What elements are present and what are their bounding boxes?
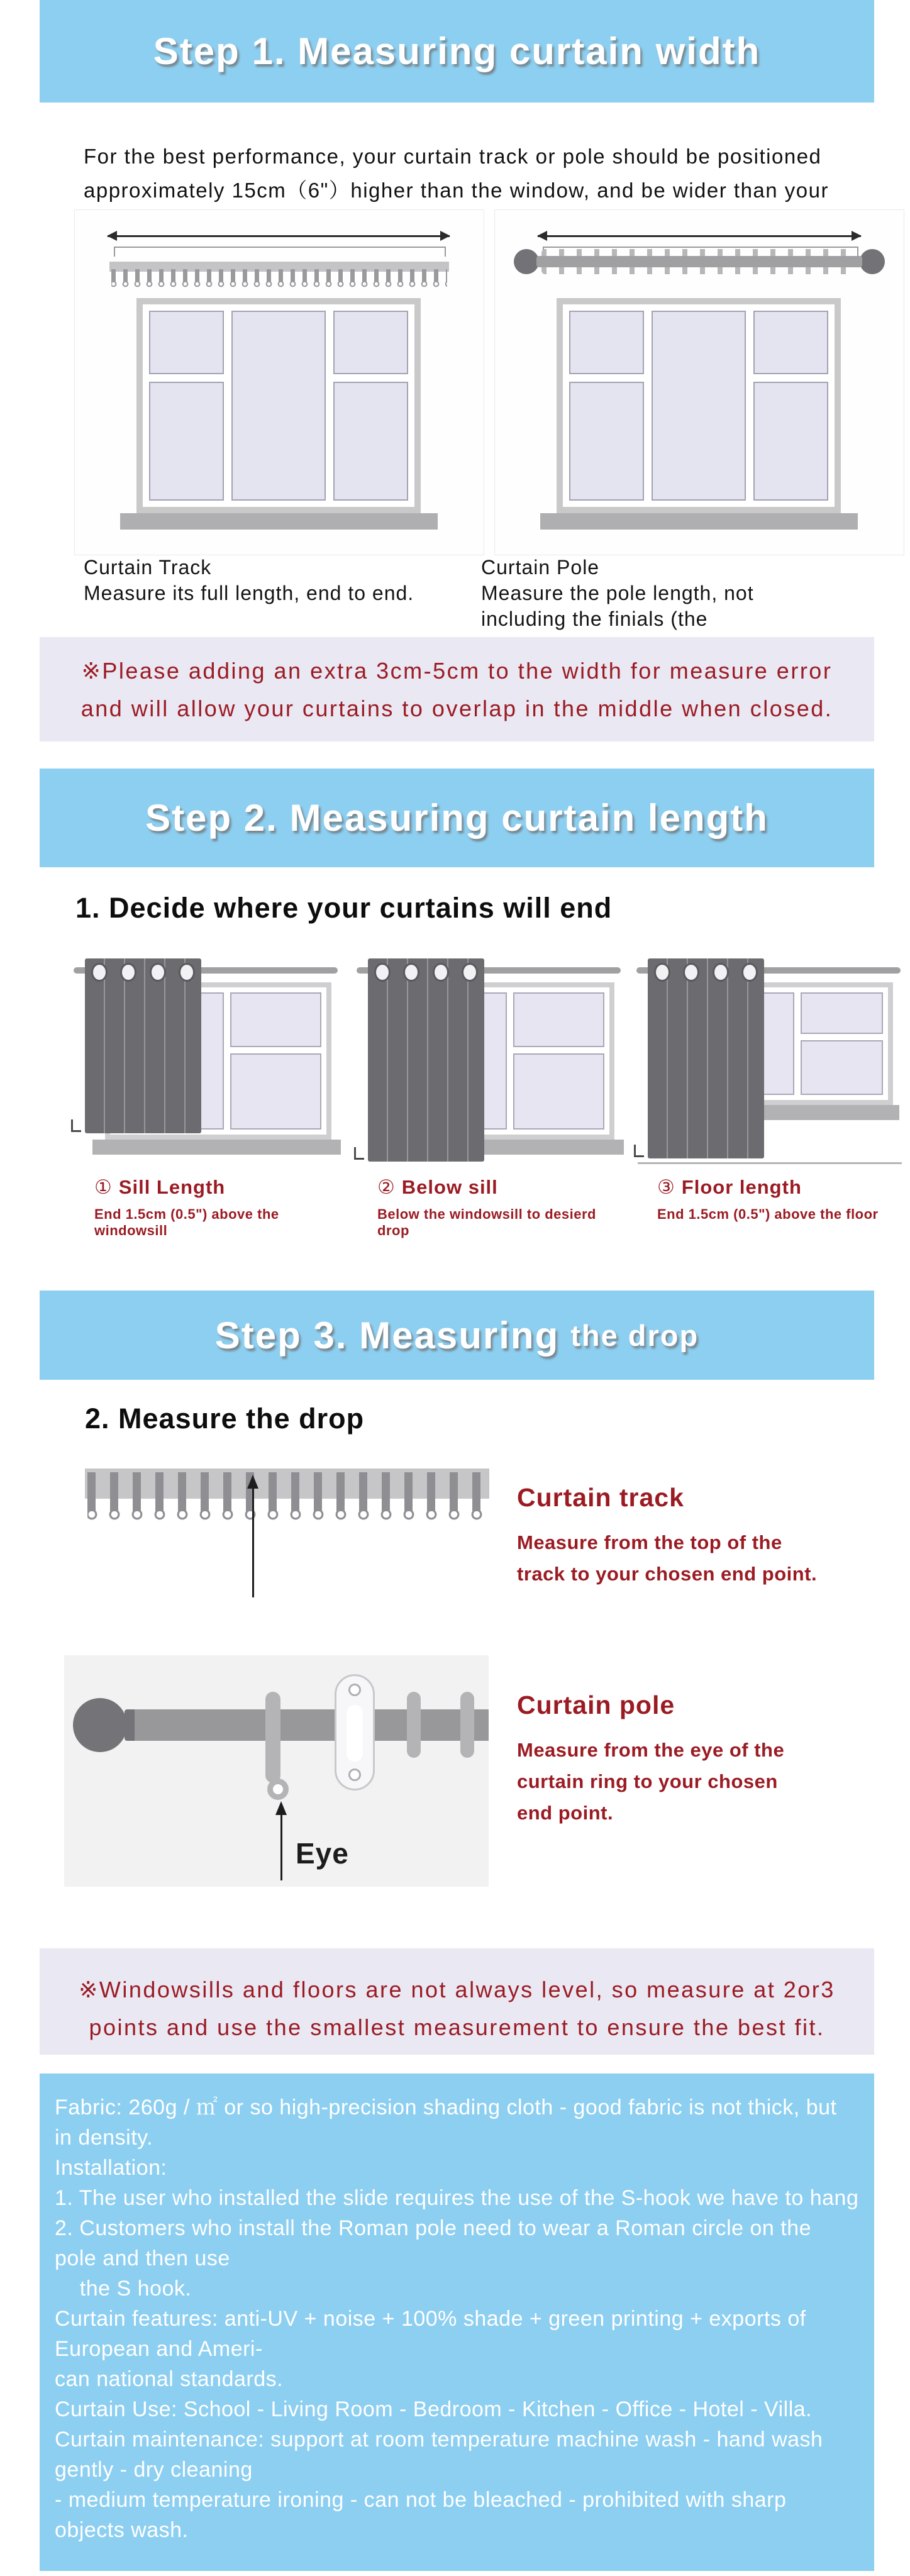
grommet-icon <box>654 963 670 982</box>
window-pane <box>569 382 644 501</box>
window-right-column <box>513 992 604 1130</box>
width-arrow-icon <box>538 235 861 237</box>
end-point-mark <box>354 1147 364 1160</box>
pole-finial-right <box>860 249 885 274</box>
end-point-mark <box>634 1145 644 1157</box>
track-hook-loops <box>87 1509 487 1523</box>
window-pane <box>801 992 883 1034</box>
option-number: ③ <box>657 1176 675 1199</box>
window-pane <box>513 992 604 1047</box>
window-pane <box>333 311 408 374</box>
window-pane <box>231 311 325 501</box>
track-drop-body: Measure from the top of the track to your chosen end point. <box>517 1531 818 1585</box>
step3-heading: 2. Measure the drop <box>85 1402 365 1435</box>
footer-line: Curtain Use: School - Living Room - Bedroom - Kitchen - Office - Hotel - Villa. <box>55 2397 813 2421</box>
eye-label: Eye <box>296 1837 349 1870</box>
bracket-screw-hole <box>348 1684 361 1696</box>
curtain-ring <box>460 1692 474 1758</box>
curtain-pole-illustration <box>494 209 904 555</box>
grommet-icon <box>150 963 166 982</box>
step2-banner <box>40 769 874 867</box>
window-left-column <box>149 311 224 501</box>
window-pane <box>753 382 828 501</box>
window-pane <box>753 311 828 374</box>
footer-line: can national standards. <box>55 2367 284 2391</box>
step2-heading: 1. Decide where your curtains will end <box>75 892 613 924</box>
track-hooks <box>87 1472 487 1511</box>
window-right-column <box>230 992 321 1130</box>
curtain-ring-with-eye <box>265 1692 280 1783</box>
intro-line-1: For the best performance, your curtain track or pole should be positioned <box>84 145 822 168</box>
option-title: ① Sill Length <box>94 1176 226 1199</box>
grommet-icon <box>713 963 729 982</box>
step2-banner-title: Step 2. Measuring curtain length <box>145 797 769 839</box>
window-pane <box>569 311 644 374</box>
window-pane <box>149 382 224 501</box>
windowsill <box>540 513 858 530</box>
pole-drop-title: Curtain pole <box>517 1690 675 1719</box>
note-line-1: ※Windowsills and floors are not always level, so measure at 2or3 <box>79 1977 835 2002</box>
below-sill-illustration <box>349 951 629 1168</box>
footer-line: Curtain features: anti-UV + noise + 100% shade + green printing + exports of European and Ameri- <box>55 2307 813 2361</box>
grommet-row <box>368 958 484 982</box>
step3-banner <box>40 1291 874 1380</box>
floor-length-illustration <box>629 951 909 1168</box>
bracket-screw-hole <box>348 1768 361 1781</box>
option-number: ① <box>94 1176 113 1199</box>
grommet-icon <box>374 963 391 982</box>
intro-line-2: approximately 15cm（6"）higher than the window, and be wider than your <box>84 179 829 202</box>
step1-banner <box>40 0 874 103</box>
grommet-row <box>648 958 764 982</box>
pole-finial-left <box>514 249 539 274</box>
curtain-pole-bar <box>135 1709 489 1741</box>
grommet-icon <box>683 963 699 982</box>
step3-banner-subtitle: the drop <box>570 1318 699 1352</box>
pole-caption-body-1: Measure the pole length, not <box>481 582 754 604</box>
floor-line <box>638 1162 902 1164</box>
footer-line: Curtain maintenance: support at room temperature machine wash - hand wash gently - dry cleaning <box>55 2428 830 2482</box>
drop-arrow-icon <box>252 1487 254 1597</box>
window-middle-column <box>652 311 745 501</box>
pole-drop-body: Measure from the eye of the curtain ring to your chosen end point. <box>517 1739 785 1824</box>
length-option-floor <box>629 951 909 1234</box>
end-point-mark <box>71 1119 81 1132</box>
window-pane <box>230 1053 321 1130</box>
footer-line: Installation: <box>55 2156 167 2180</box>
step1-banner-title: Step 1. Measuring curtain width <box>153 30 761 72</box>
drop-measure-note <box>40 1948 874 2055</box>
window-pane <box>149 311 224 374</box>
curtain-track-illustration <box>74 209 484 555</box>
grommet-icon <box>179 963 195 982</box>
option-title: ② Below sill <box>377 1176 498 1199</box>
curtain-panel <box>85 958 201 1133</box>
window-pane <box>230 992 321 1047</box>
window-pane <box>513 1053 604 1130</box>
track-caption-title: Curtain Track <box>84 556 212 579</box>
grommet-icon <box>91 963 108 982</box>
bracket-stem <box>347 1705 363 1762</box>
grommet-icon <box>433 963 449 982</box>
option-title: ③ Floor length <box>657 1176 802 1199</box>
window-right-column <box>801 992 883 1095</box>
curtain-track-caption <box>84 555 474 606</box>
window-pane <box>652 311 745 501</box>
option-number: ② <box>377 1176 396 1199</box>
pole-caption-title: Curtain Pole <box>481 556 600 579</box>
grommet-icon <box>403 963 419 982</box>
option-caption <box>377 1176 629 1239</box>
grommet-icon <box>741 963 758 982</box>
measure-bracket-line <box>114 247 446 257</box>
windowsill <box>92 1140 341 1155</box>
window-illustration <box>557 298 841 513</box>
curtain-pole-bar <box>536 256 862 267</box>
length-option-sill <box>66 951 346 1238</box>
track-hook-loops <box>111 280 447 288</box>
width-arrow-icon <box>108 235 450 237</box>
window-illustration <box>136 298 421 513</box>
footer-line: the S hook. <box>55 2277 192 2301</box>
window-right-column <box>753 311 828 501</box>
product-details-footer <box>40 2074 874 2571</box>
grommet-row <box>85 958 201 982</box>
curtain-panel <box>648 958 764 1158</box>
grommet-icon <box>120 963 136 982</box>
track-hooks <box>111 269 447 282</box>
option-caption <box>657 1176 879 1223</box>
footer-line: 1. The user who installed the slide requires the use of the S-hook we have to hang <box>55 2186 859 2210</box>
windowsill <box>120 513 438 530</box>
window-middle-column <box>231 311 325 501</box>
track-caption-body: Measure its full length, end to end. <box>84 582 414 604</box>
note-line-2: and will allow your curtains to overlap in the middle when closed. <box>80 696 833 721</box>
footer-line: - medium temperature ironing - can not be bleached - prohibited with sharp objects wash. <box>55 2488 793 2542</box>
step1-intro-text <box>84 140 876 208</box>
curtain-panel <box>368 958 484 1162</box>
track-drop-illustration <box>85 1468 489 1604</box>
curtain-pole-caption <box>481 555 884 632</box>
window-right-column <box>333 311 408 501</box>
window-left-column <box>569 311 644 501</box>
footer-line: 2. Customers who install the Roman pole need to wear a Roman circle on the pole and then use <box>55 2216 818 2270</box>
note-line-2: points and use the smallest measurement to ensure the best fit. <box>89 2014 825 2040</box>
note-line-1: ※Please adding an extra 3cm-5cm to the width for measure error <box>81 658 833 684</box>
grommet-icon <box>462 963 478 982</box>
pole-finial-icon <box>73 1698 127 1752</box>
window-pane <box>801 1040 883 1095</box>
option-desc: Below the windowsill to desierd drop <box>377 1206 596 1238</box>
footer-line: Fabric: 260g / ㎡ or so high-precision shading cloth - good fabric is not thick, but in density. <box>55 2096 843 2150</box>
curtain-ring <box>407 1692 421 1758</box>
sill-length-illustration <box>66 951 346 1168</box>
length-option-below-sill <box>349 951 629 1238</box>
option-desc: End 1.5cm (0.5") above the windowsill <box>94 1206 279 1238</box>
option-caption <box>94 1176 346 1239</box>
window-pane <box>333 382 408 501</box>
eye-arrow-icon <box>280 1814 282 1880</box>
ring-eye-icon <box>267 1779 289 1800</box>
width-measure-note <box>40 637 874 741</box>
pole-caption-body-2: including the finials (the <box>481 608 708 630</box>
track-drop-title: Curtain track <box>517 1483 684 1512</box>
wall-bracket <box>335 1674 375 1790</box>
step3-banner-title: Step 3. Measuring <box>214 1314 560 1357</box>
option-desc: End 1.5cm (0.5") above the floor <box>657 1206 879 1222</box>
pole-drop-illustration <box>64 1655 489 1887</box>
